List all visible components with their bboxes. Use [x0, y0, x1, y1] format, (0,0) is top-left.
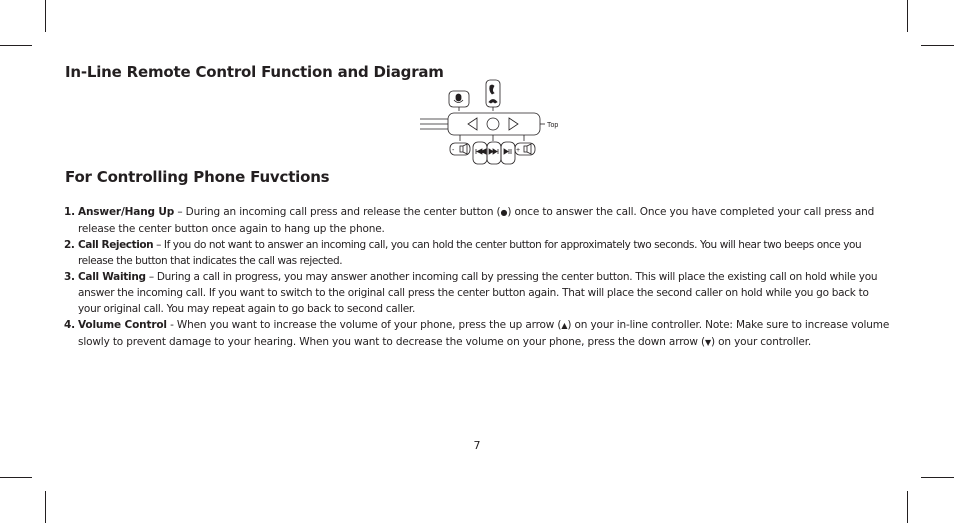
volume-minus-label: -: [452, 147, 455, 154]
previous-track-icon: [473, 142, 487, 164]
volume-plus-label: +: [516, 147, 521, 154]
phone-functions-list: [64, 204, 892, 351]
phone-icon: [486, 80, 500, 107]
item-text: – During an incoming call press and release the center button (: [174, 206, 501, 218]
microphone-icon: [449, 91, 469, 107]
next-track-icon: [501, 142, 515, 164]
item-term: Volume Control: [78, 319, 167, 331]
item-number: 1.: [64, 206, 75, 218]
item-number: 2.: [64, 239, 75, 251]
item-text: - When you want to increase the volume of your phone, press the up arrow (: [166, 319, 562, 331]
down-arrow-icon: ▼: [704, 338, 711, 347]
item-text: – If you do not want to answer an incoming call, you can hold the center button for approximately two seconds. You will hear two beeps once you release the button that indicates the call was rejected.: [78, 239, 862, 267]
item-text: ) on your controller.: [711, 336, 812, 348]
list-item: [64, 237, 892, 269]
crop-mark-bottom-left-v: [45, 491, 46, 523]
list-item: [64, 204, 892, 237]
list-item: [64, 317, 892, 351]
item-text: ) once to answer the call. Once you have completed your call press and release the center button once again to hang up the phone.: [78, 206, 875, 235]
top-label: Top: [547, 122, 559, 129]
crop-mark-bottom-right-v: [907, 491, 908, 523]
crop-mark-top-right-h: [921, 45, 954, 46]
item-number: 3.: [64, 271, 75, 283]
item-term: Answer/Hang Up: [78, 206, 175, 218]
center-button: [487, 118, 499, 130]
center-button-icon: ●: [500, 208, 508, 217]
left-arrow-button: [468, 118, 477, 130]
crop-mark-bottom-right-h: [921, 477, 954, 478]
up-arrow-icon: ▲: [561, 321, 568, 330]
play-pause-icon: [487, 142, 501, 164]
item-text: – During a call in progress, you may answer another incoming call by pressing the center button. This will place the existing call on hold while you answer the incoming call. If you want to switch to the original call press the center button again. That will place the second caller on hold while you go back to your original call. You may repeat again to go back to second caller.: [78, 271, 878, 315]
item-term: Call Waiting: [78, 271, 146, 283]
crop-mark-top-right-v: [907, 0, 908, 32]
crop-mark-top-left-h: [0, 45, 32, 46]
crop-mark-bottom-left-h: [0, 477, 32, 478]
diagram-heading: In-Line Remote Control Function and Diagram: [65, 63, 444, 81]
item-text: ) on your in-line controller. Note: Make sure to increase volume slowly to prevent damage to your hearing. When you want to decrease the volume on your phone, press the down arrow (: [78, 319, 890, 348]
remote-control-diagram: [420, 78, 565, 170]
crop-mark-top-left-v: [45, 0, 46, 32]
phone-functions-heading: For Controlling Phone Fuvctions: [65, 168, 330, 186]
item-term: Call Rejection: [78, 239, 154, 251]
right-arrow-button: [509, 118, 518, 130]
list-item: [64, 269, 892, 317]
remote-body: [448, 113, 540, 135]
item-number: 4.: [64, 319, 75, 331]
page-number: 7: [473, 439, 481, 452]
